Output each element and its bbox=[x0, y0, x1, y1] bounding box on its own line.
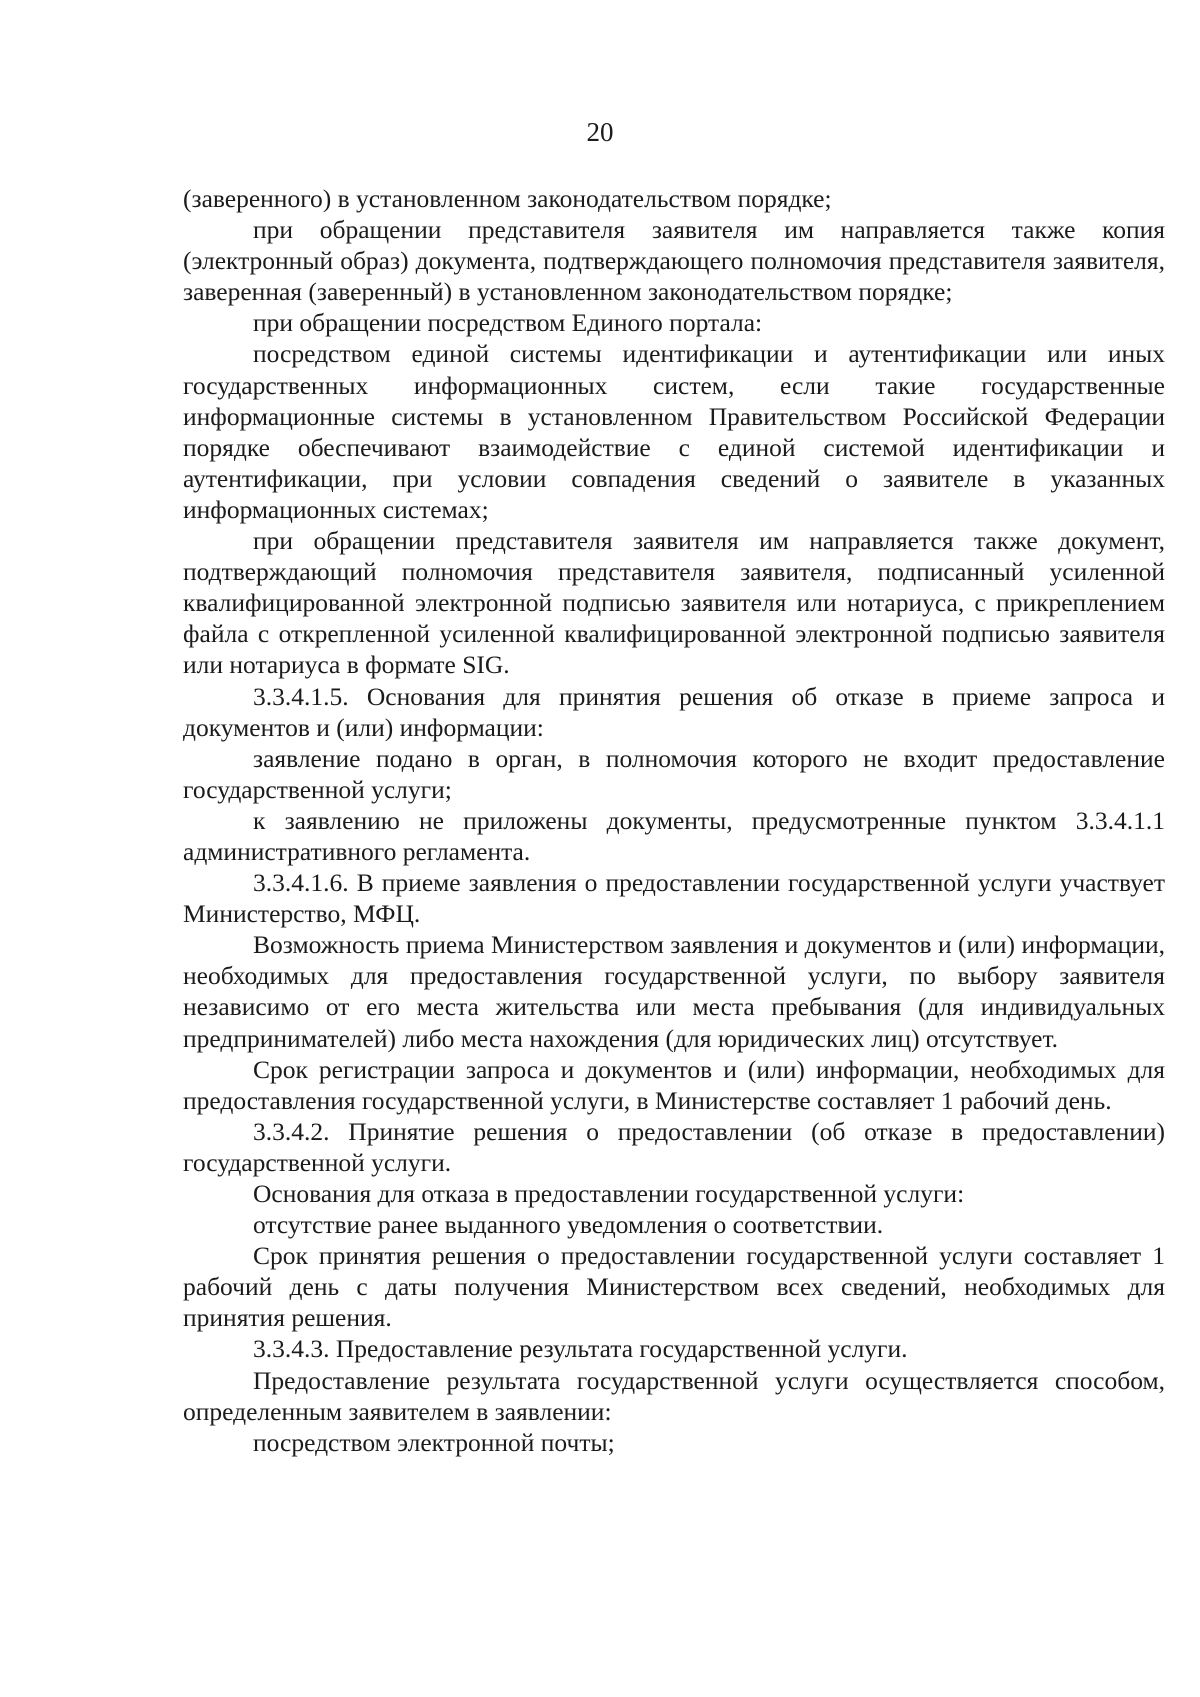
paragraph: посредством электронной почты; bbox=[253, 1427, 615, 1457]
paragraph: Основания для отказа в предоставлении государственной услуги: bbox=[253, 1179, 965, 1208]
paragraph: Срок регистрации запроса и документов и (или) информации, необходимых для предоставления государственной услуги, в Министерстве составляет 1 рабочий день. bbox=[183, 1054, 1165, 1115]
paragraph: при обращении представителя заявителя им направляется также копия (электронный образ) документа, подтверждающего полномочия представителя заявителя, заверенная (заверенный) в установленном законодательством порядке; bbox=[183, 215, 1165, 307]
paragraph: Предоставление результата государственной услуги осуществляется способом, определенным заявителем в заявлении: bbox=[183, 1365, 1165, 1426]
paragraph: заявление подано в орган, в полномочия которого не входит предоставление государственной услуги; bbox=[183, 743, 1165, 804]
paragraph: 3.3.4.1.6. В приеме заявления о предоставлении государственной услуги участвует Министерство, МФЦ. bbox=[183, 868, 1165, 929]
paragraph: при обращении посредством Единого портала: bbox=[253, 308, 763, 338]
paragraph: 3.3.4.2. Принятие решения о предоставлении (об отказе в предоставлении) государственной услуги. bbox=[183, 1116, 1165, 1177]
page-number: 20 bbox=[586, 117, 614, 147]
paragraph: посредством единой системы идентификации и аутентификации или иных государственных информационных систем, если такие государственные информационные системы в установленном Правительством Российской Федерации порядке обеспечивают взаимодействие с единой системой идентификации и аутентификации, при условии совпадения сведений о заявителе в указанных информационных системах; bbox=[183, 339, 1165, 524]
paragraph: 3.3.4.3. Предоставление результата государственной услуги. bbox=[253, 1334, 908, 1364]
paragraph: при обращении представителя заявителя им направляется также документ, подтверждающий полномочия представителя заявителя, подписанный усиленной квалифицированной электронной подписью заявителя или нотариуса, с прикреплением файла с открепленной усиленной квалифицированной электронной подписью заявителя или нотариуса в формате SIG. bbox=[183, 526, 1165, 680]
paragraph: (заверенного) в установленном законодательством порядке; bbox=[183, 184, 832, 213]
paragraph: отсутствие ранее выданного уведомления о соответствии. bbox=[253, 1210, 884, 1240]
document-body bbox=[183, 183, 1165, 1458]
paragraph: Возможность приема Министерством заявления и документов и (или) информации, необходимых для предоставления государственной услуги, по выбору заявителя независимо от его места жительства или места пребывания (для индивидуальных предпринимателей) либо места нахождения (для юридических лиц) отсутствует. bbox=[183, 930, 1165, 1053]
paragraph: Срок принятия решения о предоставлении государственной услуги составляет 1 рабочий день с даты получения Министерством всех сведений, необходимых для принятия решения. bbox=[183, 1241, 1165, 1333]
paragraph: к заявлению не приложены документы, предусмотренные пунктом 3.3.4.1.1 административного регламента. bbox=[183, 805, 1165, 866]
paragraph: 3.3.4.1.5. Основания для принятия решения об отказе в приеме запроса и документов и (или) информации: bbox=[183, 681, 1165, 742]
